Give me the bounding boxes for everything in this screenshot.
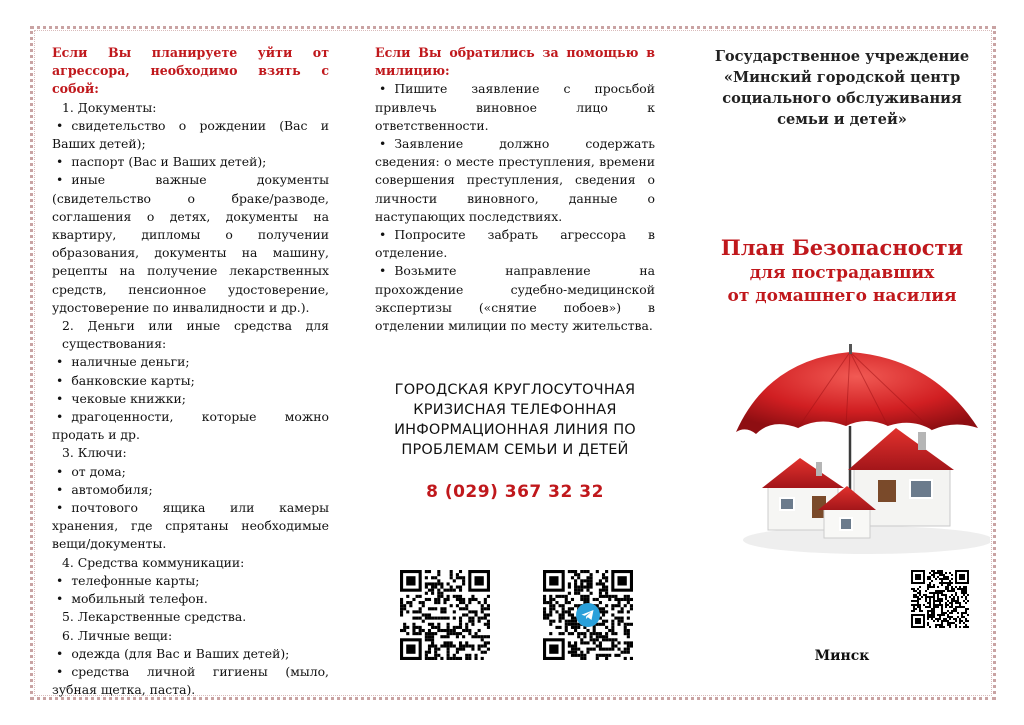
- organization-name: [700, 46, 984, 130]
- list-item: • автомобиля;: [52, 481, 329, 499]
- umbrella-houses-illustration: [728, 340, 990, 565]
- list-item: • от дома;: [52, 463, 329, 481]
- numbered-item: 2. Деньги или иные средства для существования:: [62, 318, 329, 352]
- numbered-item: 6. Личные вещи:: [62, 627, 173, 643]
- plan-title-line: План Безопасности: [720, 235, 964, 260]
- org-line: Государственное учреждение: [714, 48, 970, 65]
- plan-title: [700, 234, 984, 308]
- middle-list: [375, 80, 655, 335]
- telegram-icon: [576, 603, 600, 627]
- left-list: [52, 99, 329, 700]
- middle-heading: Если Вы обратились за помощью в милицию:: [375, 45, 655, 79]
- list-item: • чековые книжки;: [52, 390, 329, 408]
- city-name: Минск: [814, 648, 870, 664]
- hotline-line: ИНФОРМАЦИОННАЯ ЛИНИЯ ПО: [394, 422, 636, 438]
- left-column: [52, 44, 329, 699]
- list-item: • банковские карты;: [52, 372, 329, 390]
- list-item: • наличные деньги;: [52, 353, 329, 371]
- list-item: • иные важные документы (свидетельство о браке/разводе, соглашения о детях, документы на квартиру, дипломы о получении образования, документы на машину, рецепты на получение лекарственных средств, пенсионное удостоверение, удостоверение по инвалидности и др.).: [52, 171, 329, 317]
- list-item: • почтового ящика или камеры хранения, где спрятаны необходимые вещи/документы.: [52, 499, 329, 554]
- left-heading: Если Вы планируете уйти от агрессора, необходимо взять с собой:: [52, 45, 329, 97]
- plan-title-line: для пострадавших: [749, 263, 935, 283]
- numbered-item: 5. Лекарственные средства.: [62, 609, 247, 625]
- list-item: • мобильный телефон.: [52, 590, 329, 608]
- hotline-line: КРИЗИСНАЯ ТЕЛЕФОННАЯ: [413, 402, 617, 418]
- right-column: [700, 44, 984, 130]
- hotline-line: ГОРОДСКАЯ КРУГЛОСУТОЧНАЯ: [394, 382, 636, 398]
- list-item: • телефонные карты;: [52, 572, 329, 590]
- list-item: • паспорт (Вас и Ваших детей);: [52, 153, 329, 171]
- list-item: • свидетельство о рождении (Вас и Ваших детей);: [52, 117, 329, 153]
- qr-code-icon[interactable]: [400, 570, 490, 660]
- org-line: социального обслуживания: [722, 90, 962, 107]
- qr-code-icon[interactable]: [911, 570, 969, 628]
- hotline-text: [375, 380, 655, 460]
- list-item: • Пишите заявление с просьбой привлечь виновное лицо к ответственности.: [375, 80, 655, 135]
- numbered-item: 4. Средства коммуникации:: [62, 554, 245, 570]
- plan-title-line: от домашнего насилия: [727, 286, 957, 306]
- numbered-item: 3. Ключи:: [62, 445, 127, 461]
- list-item: • одежда (для Вас и Ваших детей);: [52, 645, 329, 663]
- hotline-line: ПРОБЛЕМАМ СЕМЬИ И ДЕТЕЙ: [401, 442, 629, 458]
- hotline-phone[interactable]: 8 (029) 367 32 32: [426, 482, 604, 502]
- org-line: семьи и детей»: [777, 111, 907, 128]
- list-item: • Попросите забрать агрессора в отделение.: [375, 226, 655, 262]
- list-item: • Возьмите направление на прохождение судебно-медицинской экспертизы («снятие побоев») в отделении милиции по месту жительства.: [375, 262, 655, 335]
- middle-column: [375, 44, 655, 335]
- list-item: • драгоценности, которые можно продать и др.: [52, 408, 329, 444]
- numbered-item: 1. Документы:: [62, 99, 157, 115]
- list-item: • средства личной гигиены (мыло, зубная щетка, паста).: [52, 663, 329, 699]
- list-item: • Заявление должно содержать сведения: о месте преступления, времени совершения преступления, сведения о личности виновного, данные о наступающих последствиях.: [375, 135, 655, 226]
- org-line: «Минский городской центр: [723, 69, 961, 86]
